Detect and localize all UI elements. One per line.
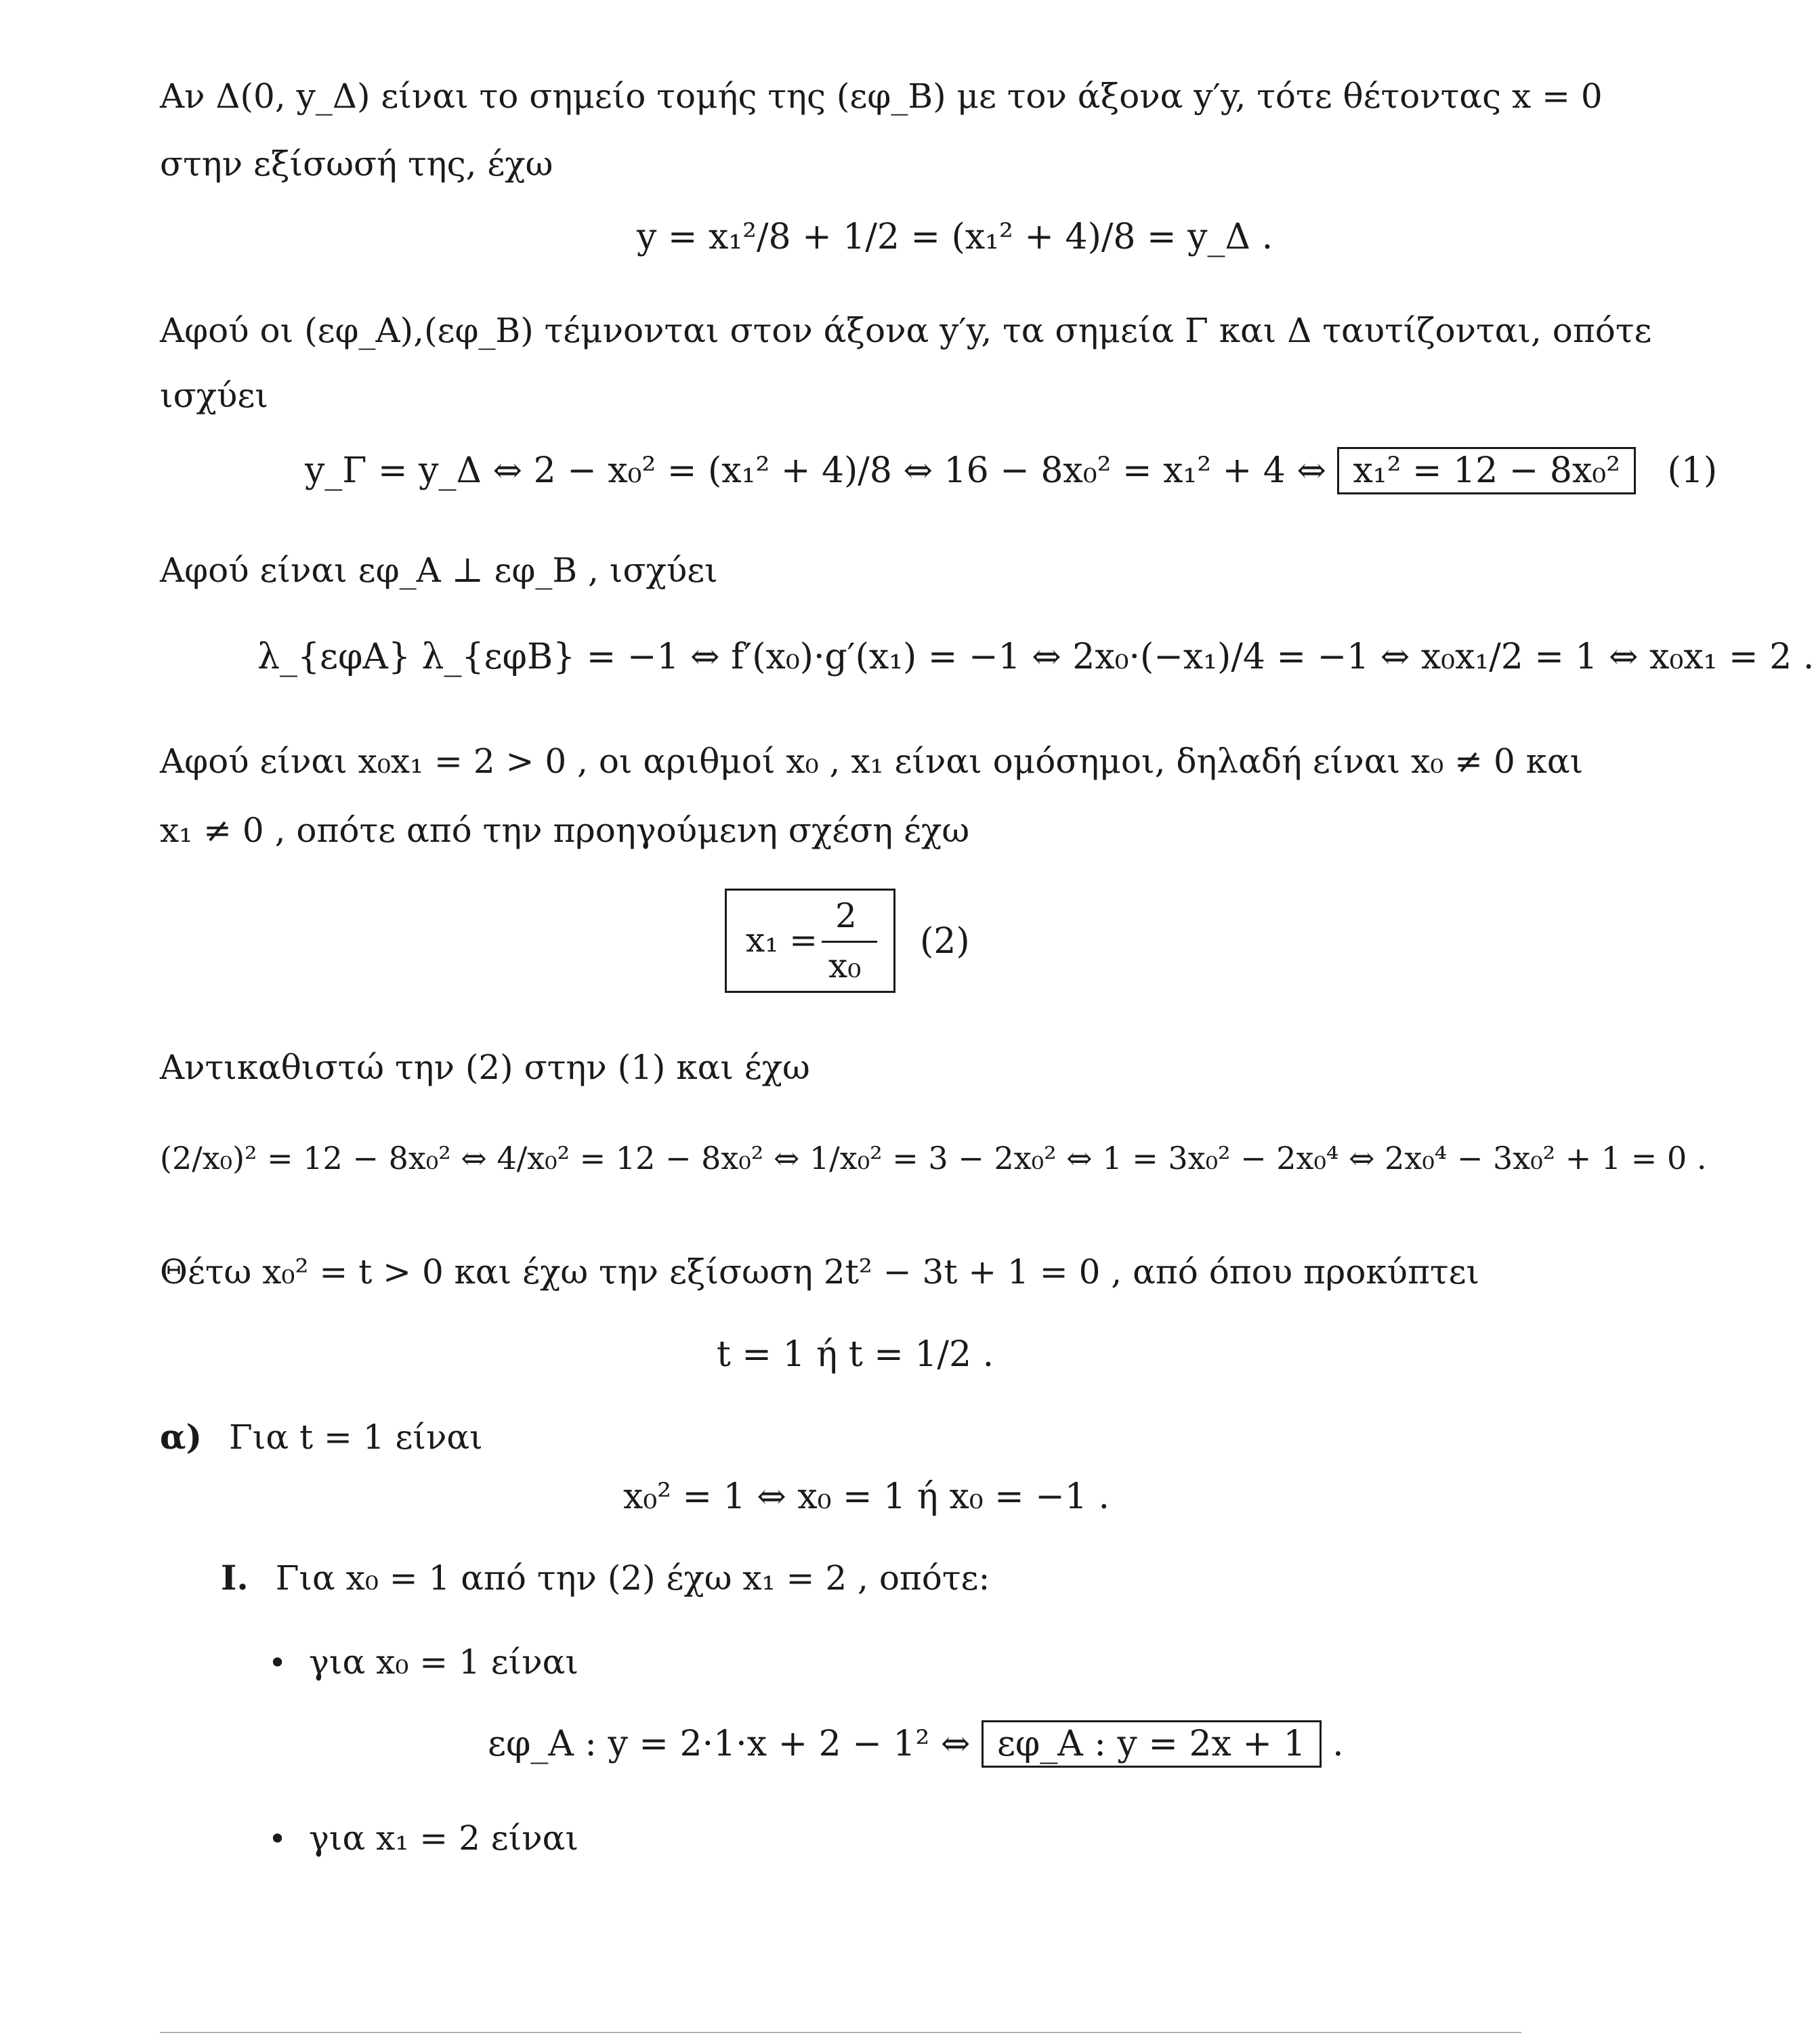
fraction-lhs: x₁ = <box>746 920 818 960</box>
equation <box>488 1720 1344 1768</box>
equation-end: . <box>1332 1724 1344 1764</box>
fraction-bar <box>822 941 877 943</box>
text-line: Αντικαθιστώ την (2) στην (1) και έχω <box>160 1048 810 1087</box>
equation-tag: (2) <box>920 921 970 962</box>
text-line: για x₁ = 2 είναι <box>309 1818 579 1858</box>
item-text: Για x₀ = 1 από την (2) έχω x₁ = 2 , οπότε: <box>275 1558 990 1598</box>
fraction-denominator: x₀ <box>828 946 862 985</box>
text-line <box>160 1417 483 1457</box>
equation: y = x₁²/8 + 1/2 = (x₁² + 4)/8 = y_Δ . <box>637 217 1273 257</box>
text-line: Αφού είναι εφ_A ⊥ εφ_B , ισχύει <box>160 551 718 590</box>
text-line: ισχύει <box>160 376 268 415</box>
equation-chain: y_Γ = y_Δ ⇔ 2 − x₀² = (x₁² + 4)/8 ⇔ 16 − 8x₀² = x₁² + 4 ⇔ <box>305 450 1326 491</box>
equation: λ_{εφA} λ_{εφB} = −1 ⇔ f′(x₀)·g′(x₁) = −1 ⇔ 2x₀·(−x₁)/4 = −1 ⇔ x₀x₁/2 = 1 ⇔ x₀x₁ = 2 . <box>257 637 1814 677</box>
text-line: για x₀ = 1 είναι <box>309 1642 579 1682</box>
equation-chain: εφ_A : y = 2·1·x + 2 − 1² ⇔ <box>488 1724 971 1764</box>
equation: (2/x₀)² = 12 − 8x₀² ⇔ 4/x₀² = 12 − 8x₀² ⇔ 1/x₀² = 3 − 2x₀² ⇔ 1 = 3x₀² − 2x₀⁴ ⇔ 2x₀⁴ − 3x₀² + 1 = 0 . <box>160 1140 1707 1176</box>
equation <box>305 447 1717 494</box>
item-text: Για t = 1 είναι <box>229 1418 483 1457</box>
text-line: Αν Δ(0, y_Δ) είναι το σημείο τομής της (εφ_B) με τον άξονα y′y, τότε θέτοντας x = 0 <box>160 77 1603 116</box>
boxed-result <box>725 889 895 993</box>
fraction-numerator: 2 <box>835 896 857 935</box>
item-label: I. <box>221 1558 249 1598</box>
bullet-icon: • <box>268 1644 287 1681</box>
text-line: x₁ ≠ 0 , οπότε από την προηγούμενη σχέση έχω <box>160 811 970 850</box>
bullet-icon: • <box>268 1821 287 1857</box>
item-label: α) <box>160 1417 203 1457</box>
text-line: Αφού είναι x₀x₁ = 2 > 0 , οι αριθμοί x₀ , x₁ είναι ομόσημοι, δηλαδή είναι x₀ ≠ 0 και <box>160 742 1584 781</box>
text-line: στην εξίσωσή της, έχω <box>160 144 553 184</box>
equation-tag: (1) <box>1667 450 1718 491</box>
text-line: Αφού οι (εφ_A),(εφ_B) τέμνονται στον άξονα y′y, τα σημεία Γ και Δ ταυτίζονται, οπότε <box>160 311 1652 350</box>
equation: x₀² = 1 ⇔ x₀ = 1 ή x₀ = −1 . <box>623 1476 1110 1517</box>
text-line: Θέτω x₀² = t > 0 και έχω την εξίσωση 2t² − 3t + 1 = 0 , από όπου προκύπτει <box>160 1252 1480 1292</box>
boxed-result: εφ_A : y = 2x + 1 <box>982 1720 1322 1768</box>
boxed-result: x₁² = 12 − 8x₀² <box>1337 447 1636 494</box>
equation: t = 1 ή t = 1/2 . <box>717 1334 994 1375</box>
footer-rule <box>160 2032 1521 2033</box>
text-line <box>221 1558 990 1598</box>
